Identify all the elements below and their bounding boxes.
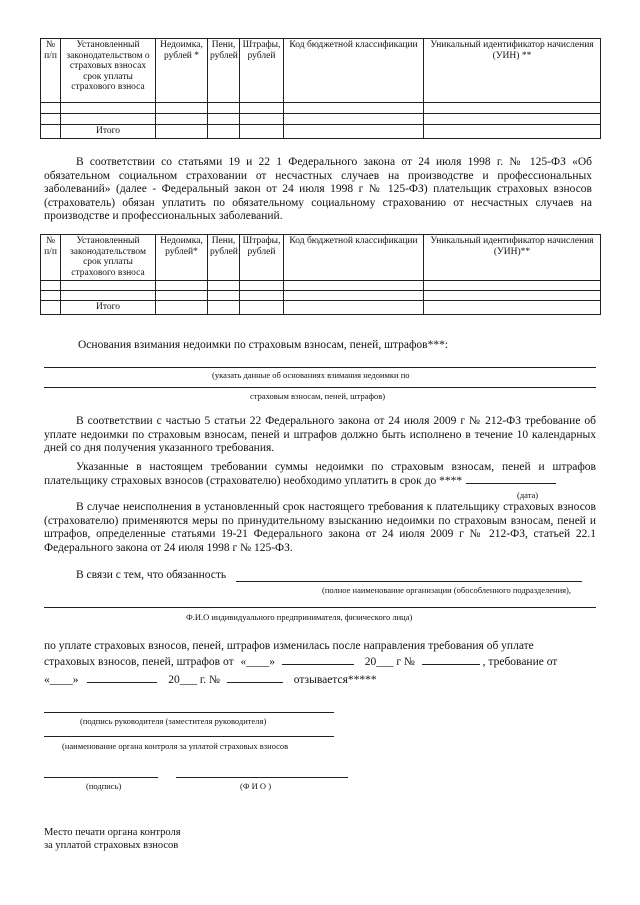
obligation-line-3 (44, 674, 377, 686)
stamp-place-2: за уплатой страховых взносов (44, 840, 179, 851)
stamp-place-1: Место печати органа контроля (44, 827, 181, 838)
org-control-hint: (наименование органа контроля за уплатой страховых взносов (62, 741, 289, 751)
paragraph-enforcement: В случае неисполнения в установленный срок настоящего требования к плательщику страховых взносов (страхователю) применяются меры по принудительному взысканию недоимки по страховым взносам, пеней и штрафов, определенные статьями 19-21 Федерального закона от 24 июля 2009 г № 212-ФЗ, статьей 22.1 Федерального закона от 24 июля 1998 г № 125-ФЗ. (44, 501, 596, 554)
col-header-deadline: Установленный законодательством о страховых взносах срок уплаты страхового взноса (61, 39, 156, 103)
table-row (41, 281, 601, 291)
obligation-line-2 (44, 656, 557, 668)
col-header-uin: Уникальный идентификатор начисления (УИН)** (424, 235, 601, 281)
org-name-hint: (полное наименование организации (обособленного подразделения), (322, 585, 572, 595)
obligation-line-1: по уплате страховых взносов, пеней, штрафов изменилась после направления требования об уплате (44, 640, 534, 652)
day-field: «____» (44, 674, 79, 686)
col-header-num: № п/п (41, 235, 61, 281)
col-header-uin: Уникальный идентификатор начисления (УИН) ** (424, 39, 601, 103)
grounds-label: Основания взимания недоимки по страховым взносам, пеней, штрафов***: (78, 339, 449, 351)
grounds-hint-2: страховым взносам, пеней, штрафов) (250, 391, 386, 401)
table-row (41, 103, 601, 114)
grounds-line-2 (44, 387, 596, 388)
total-row (41, 301, 601, 315)
col-header-penalty: Пени, рублей (208, 39, 240, 103)
year-number-label: 20___ г № (364, 656, 415, 668)
col-header-fines: Штрафы, рублей (240, 39, 284, 103)
sign-hint: (подпись) (86, 781, 122, 791)
fio-line (44, 607, 596, 608)
col-header-kbk: Код бюджетной классификации (284, 39, 424, 103)
head-signature-line (44, 712, 334, 713)
sign-line (44, 777, 158, 778)
paragraph-deadline (44, 461, 596, 488)
requirement-from-label: , требование от (482, 656, 558, 668)
col-header-deadline: Установленный законодательством срок уплаты страхового взноса (61, 235, 156, 281)
from-label: страховых взносов, пеней, штрафов от (44, 656, 234, 668)
obligation-label: В связи с тем, что обязанность (76, 569, 227, 581)
table-row (41, 291, 601, 301)
total-label: Итого (61, 125, 156, 139)
col-header-fines: Штрафы, рублей (240, 235, 284, 281)
fee-table-2 (40, 234, 601, 315)
col-header-arrears: Недоимка, рублей* (156, 235, 208, 281)
org-name-line (236, 581, 582, 582)
col-header-penalty: Пени, рублей (208, 235, 240, 281)
table-row (41, 114, 601, 125)
paragraph-212fz: В соответствии с частью 5 статьи 22 Федерального закона от 24 июля 2009 г № 212-ФЗ требование об уплате недоимки по страховым взносам, пеней и штрафов должно быть исполнено в течение 10 календарных дней со дня получения указанного требования. (44, 415, 596, 455)
deadline-text: Указанные в настоящем требовании суммы недоимки по страховым взносам, пеней и штрафов плательщику страховых взносов (страхователю) необходимо уплатить в срок до **** (44, 461, 596, 487)
fio-sign-hint: (Ф И О ) (240, 781, 272, 791)
grounds-line-1 (44, 367, 596, 368)
fio-sign-line (176, 777, 348, 778)
col-header-arrears: Недоимка, рублей * (156, 39, 208, 103)
revoked-label: отзывается***** (293, 674, 377, 686)
fee-table-1 (40, 38, 601, 139)
org-control-line (44, 736, 334, 737)
head-signature-hint: (подпись руководителя (заместителя руководителя) (80, 716, 267, 726)
total-row (41, 125, 601, 139)
grounds-hint-1: (указать данные об основаниях взимания недоимки по (212, 370, 410, 380)
date-hint: (дата) (517, 490, 539, 500)
fio-hint: Ф.И.О индивидуального предпринимателя, физического лица) (186, 612, 413, 622)
col-header-kbk: Код бюджетной классификации (284, 235, 424, 281)
paragraph-125fz: В соответствии со статьями 19 и 22 1 Федерального закона от 24 июля 1998 г. № 125-ФЗ «Об обязательном социальном страховании от несчастных случаев на производстве и профессиональных заболеваний» (далее - Федеральный закон от 24 июля 1998 г № 125-ФЗ) плательщик страховых взносов (страхователь) обязан уплатить по обязательному социальному страхованию от несчастных случаев на производстве и профессиональных заболеваний. (44, 156, 592, 223)
total-label: Итого (61, 301, 156, 315)
day-field: «____» (240, 656, 275, 668)
year-number-label: 20___ г. № (168, 674, 221, 686)
col-header-num: № п/п (41, 39, 61, 103)
